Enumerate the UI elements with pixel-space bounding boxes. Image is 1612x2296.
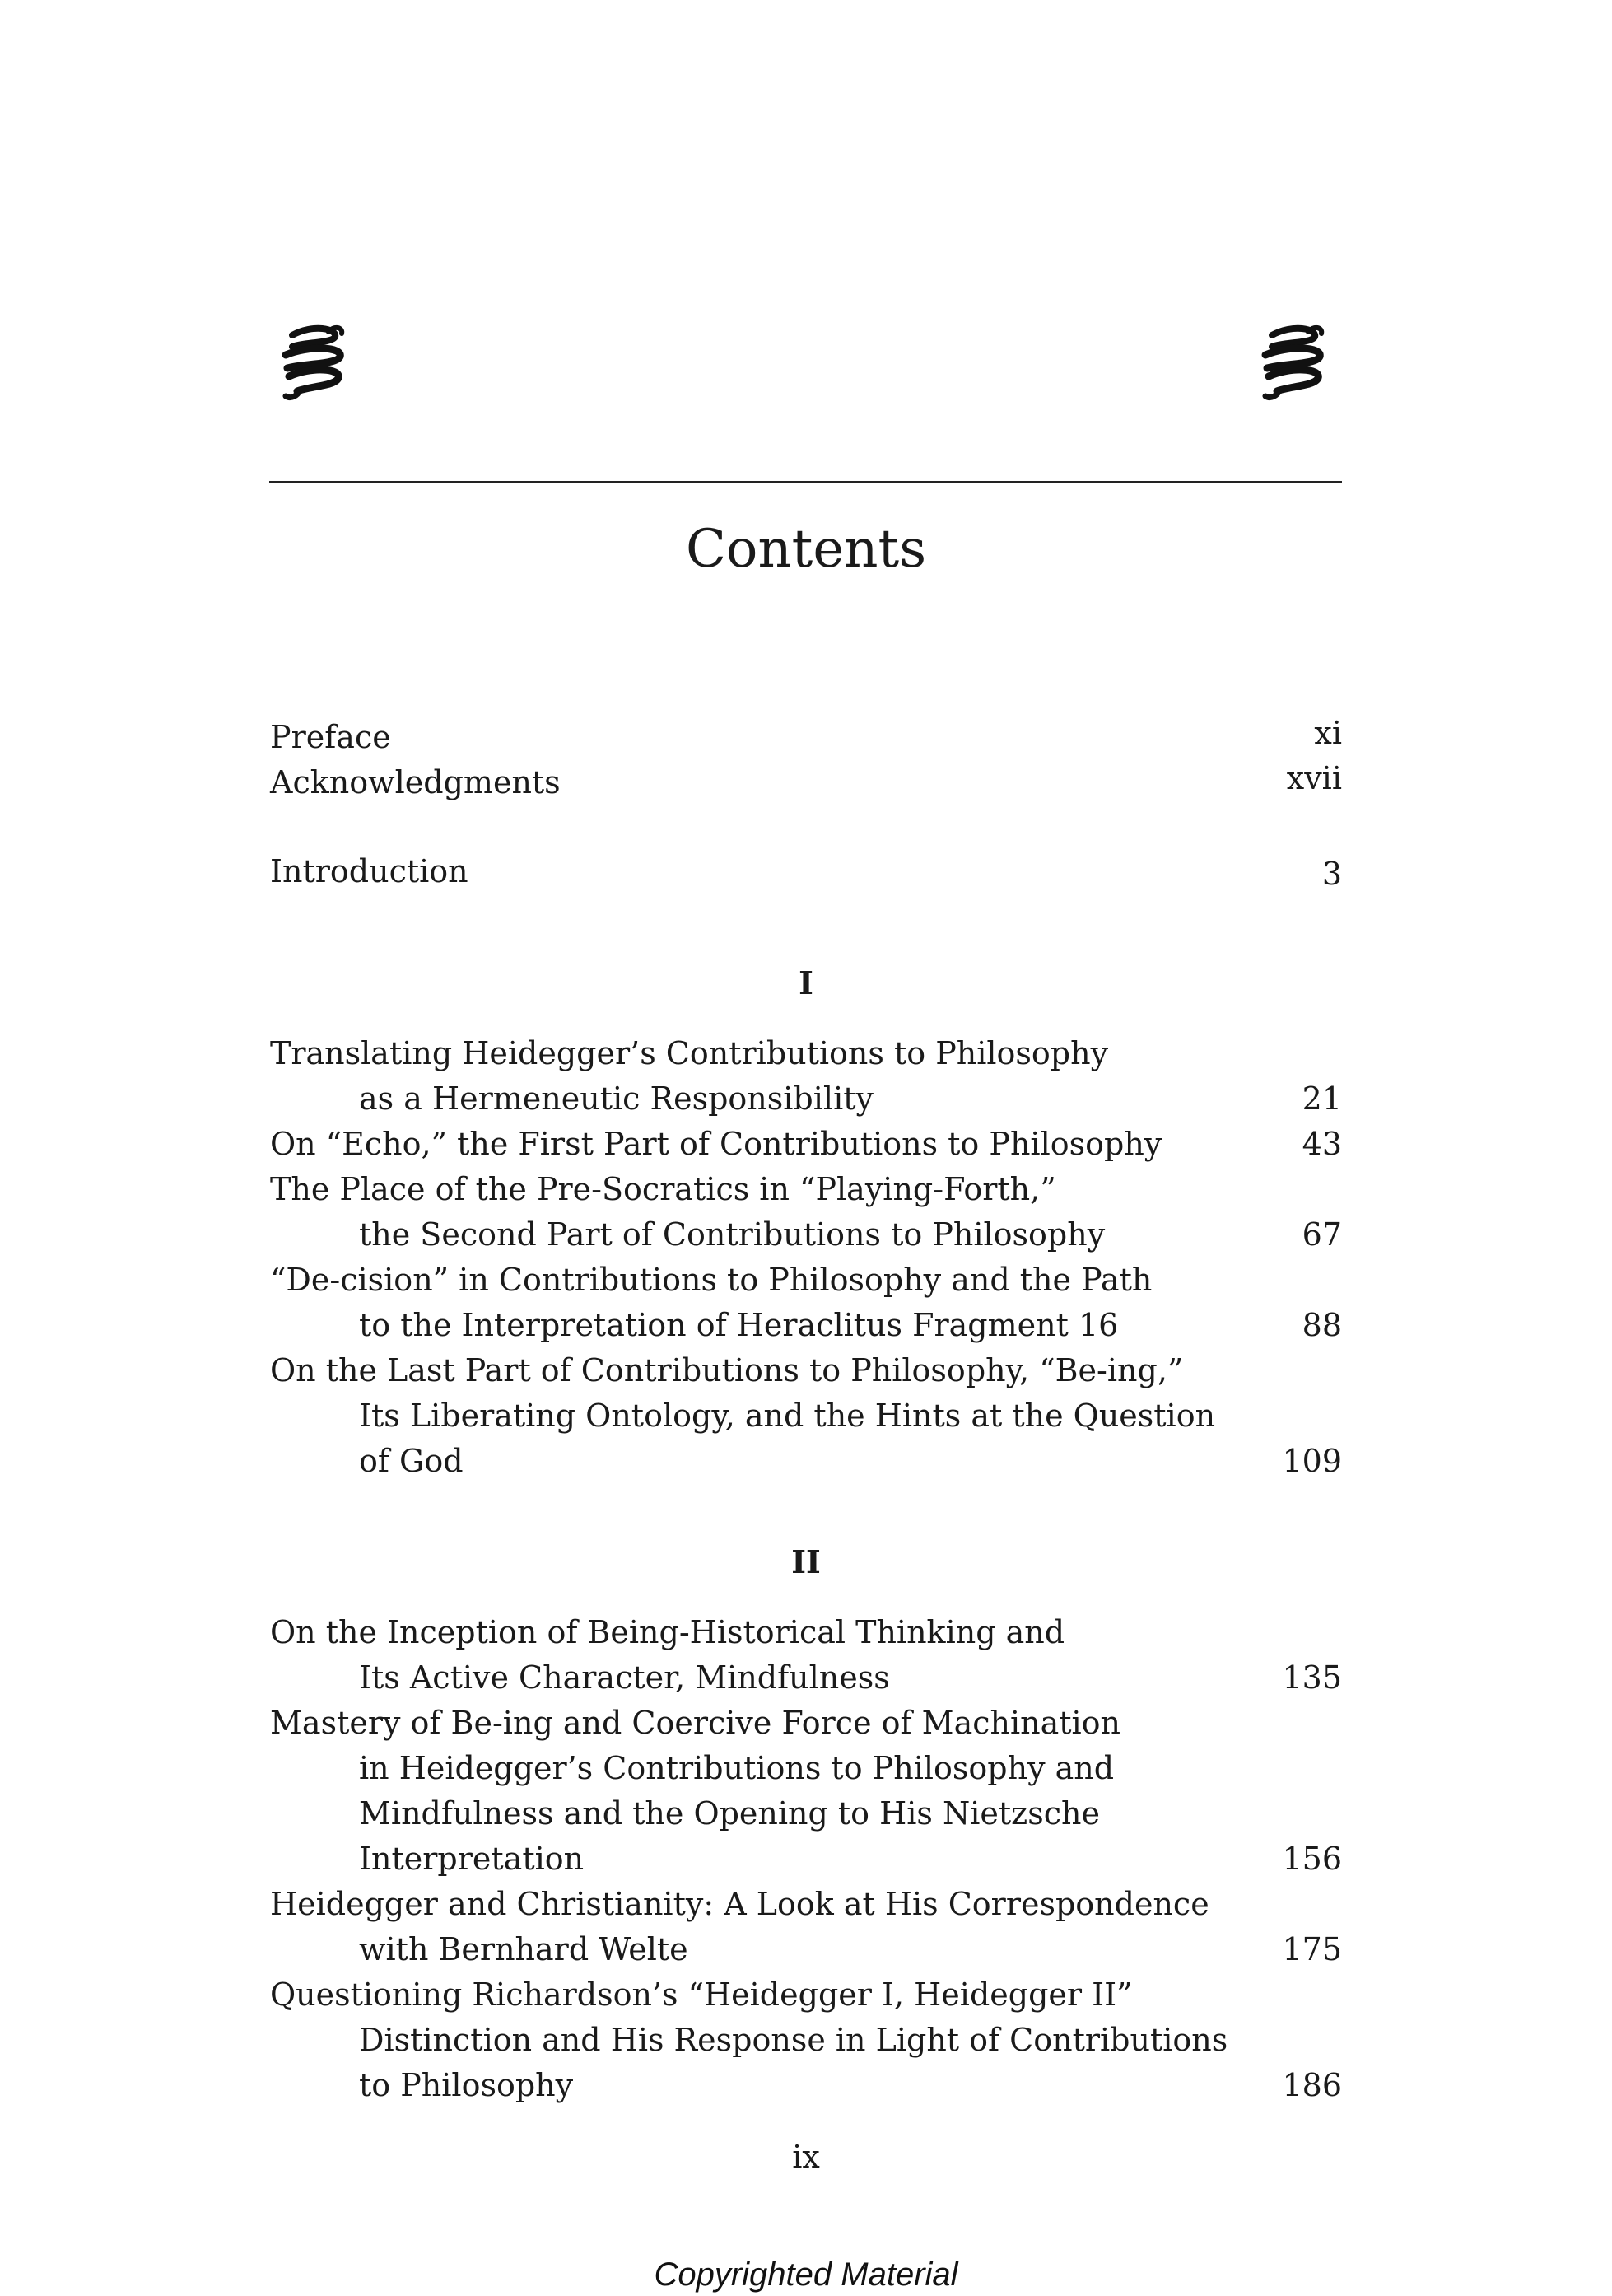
toc-entry[interactable] (270, 1348, 1342, 1484)
toc-entry-line: to the Interpretation of Heraclitus Fragment 16 88 (270, 1303, 1342, 1348)
toc-entry-line: On “Echo,” the First Part of Contributions to Philosophy 43 (270, 1122, 1342, 1167)
toc-page-number: 186 (1282, 2067, 1342, 2103)
toc-part-two (270, 1610, 1342, 2108)
toc-entry-line: On the Inception of Being-Historical Thinking and (270, 1614, 1065, 1650)
toc-entry-line: Heidegger and Christianity: A Look at His Correspondence (270, 1886, 1209, 1922)
toc-entry[interactable] (270, 1258, 1342, 1348)
toc-entry-line: Its Liberating Ontology, and the Hints at the Question (359, 1398, 1216, 1434)
toc-entry-line: the Second Part of Contributions to Philosophy 67 (270, 1212, 1342, 1258)
toc-introduction (270, 849, 1342, 894)
page-number: ix (792, 2139, 820, 2175)
toc-entry-line: Mastery of Be-ing and Coercive Force of Machination (270, 1705, 1121, 1741)
toc-entry[interactable] (270, 1031, 1342, 1122)
toc-entry-line: Translating Heidegger’s Contributions to Philosophy (270, 1035, 1109, 1071)
toc-page-number: 175 (1282, 1931, 1342, 1967)
toc-entry-line: with Bernhard Welte 175 (270, 1927, 1342, 1972)
toc-entry-line: “De-cision” in Contributions to Philosophy and the Path (270, 1262, 1153, 1298)
toc-entry-line: Preface (270, 719, 391, 755)
toc-entry-line: of God 109 (270, 1439, 1342, 1484)
toc-entry-line: Mindfulness and the Opening to His Nietzsche (359, 1795, 1100, 1832)
toc-entry[interactable] (270, 1610, 1342, 1701)
copyright-footer: Copyrighted Material (654, 2256, 958, 2293)
toc-entry[interactable] (270, 1167, 1342, 1258)
toc-entry-line: On the Last Part of Contributions to Philosophy, “Be-ing,” (270, 1352, 1184, 1388)
toc-entry[interactable] (270, 1701, 1342, 1882)
toc-entry-line: to Philosophy 186 (270, 2063, 1342, 2108)
toc-part-two-heading (270, 1539, 1342, 1584)
toc-entry-line: Introduction (270, 853, 468, 889)
toc-page-number: 109 (1282, 1443, 1342, 1479)
toc-entry[interactable] (270, 849, 1342, 894)
toc-entry[interactable] (270, 715, 1342, 760)
toc-page-number: 21 (1302, 1080, 1342, 1117)
toc-page-number: 67 (1302, 1216, 1342, 1253)
toc-entry-line: in Heidegger’s Contributions to Philosophy and (359, 1750, 1115, 1786)
toc-entry[interactable] (270, 760, 1342, 805)
toc-page-number: 3 (1321, 856, 1342, 892)
part-label: II (791, 1543, 821, 1580)
toc-entry-line: The Place of the Pre-Socratics in “Playing-Forth,” (270, 1171, 1056, 1207)
toc-part-one-heading (270, 960, 1342, 1006)
toc-entry[interactable] (270, 1972, 1342, 2108)
page-title: Contents (685, 519, 927, 580)
toc-entry-line: Interpretation 156 (270, 1836, 1342, 1882)
toc-entry-line: Questioning Richardson’s “Heidegger I, Heidegger II” (270, 1976, 1133, 2013)
title-rule (269, 481, 1342, 483)
part-label: I (799, 964, 813, 1001)
toc-front-matter (270, 715, 1342, 805)
toc-entry[interactable] (270, 1122, 1342, 1167)
toc-page-number: 43 (1302, 1126, 1342, 1162)
toc-entry-line: as a Hermeneutic Responsibility 21 (270, 1076, 1342, 1122)
toc-page-number: xi (1314, 715, 1342, 751)
toc-entry-line: Its Active Character, Mindfulness 135 (270, 1655, 1342, 1701)
toc-entry[interactable] (270, 1882, 1342, 1972)
toc-page-number: 135 (1282, 1659, 1342, 1696)
scroll-ornament-icon (268, 317, 358, 408)
toc-page-number: 88 (1302, 1307, 1342, 1343)
toc-part-one (270, 1031, 1342, 1484)
toc-page-number: xvii (1286, 760, 1342, 796)
toc-page-number: 156 (1282, 1841, 1342, 1877)
toc-entry-line: Distinction and His Response in Light of Contributions (359, 2022, 1228, 2058)
toc-entry-line: Acknowledgments (270, 764, 561, 800)
scroll-ornament-icon (1247, 317, 1338, 408)
